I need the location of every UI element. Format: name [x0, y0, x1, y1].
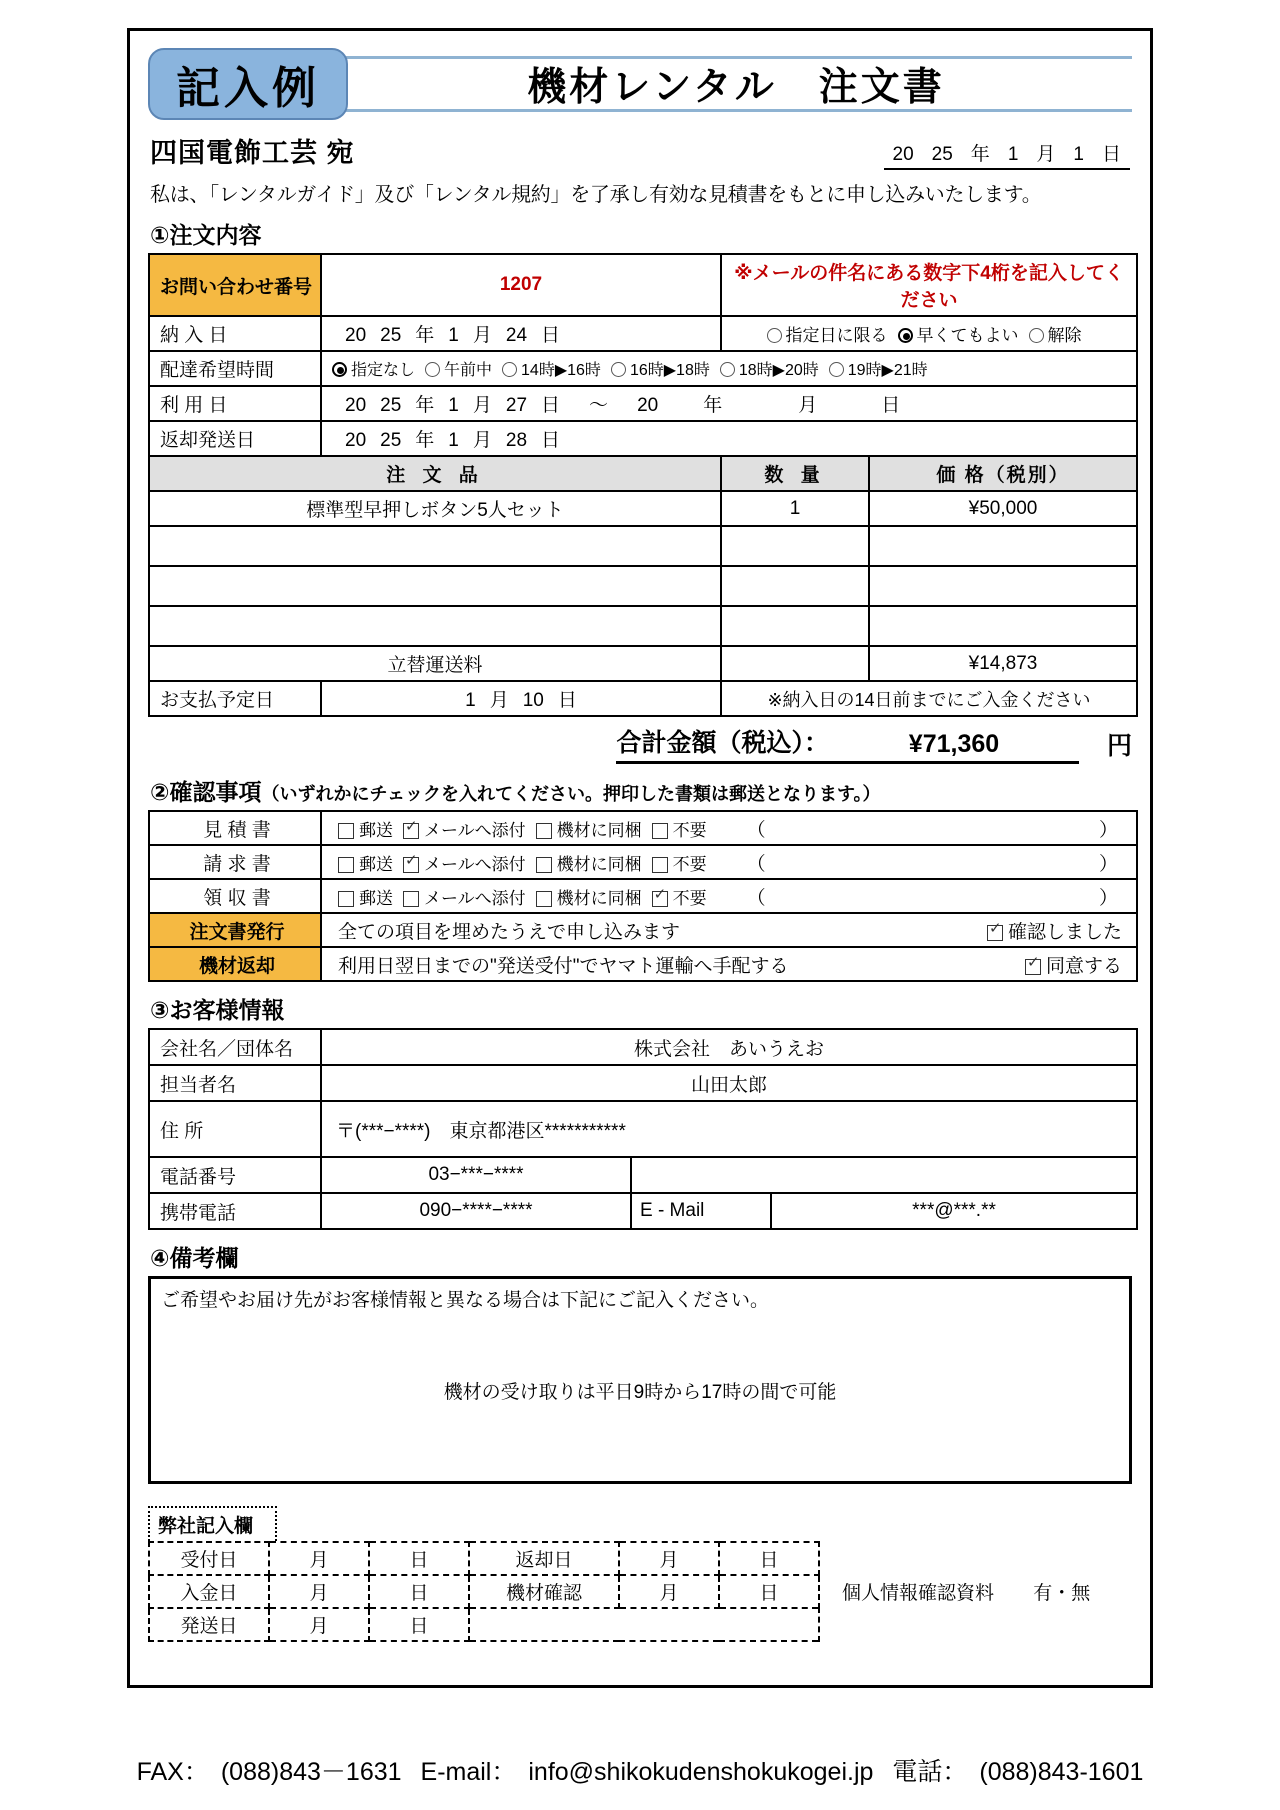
- ud-du: 日: [541, 395, 561, 416]
- item-name-2[interactable]: [149, 566, 721, 606]
- total-label: 合計金額（税込）：: [616, 729, 829, 757]
- privacy-cell: [819, 1542, 1137, 1641]
- return-date-value[interactable]: [321, 421, 1137, 456]
- delivery-time-row: [149, 351, 1137, 386]
- total-unit: 円: [1106, 732, 1132, 760]
- int-label-2-1: 発送日: [149, 1608, 269, 1641]
- date-day: 1: [1073, 144, 1084, 165]
- delivery-time-label: 配達希望時間: [149, 351, 321, 386]
- table-row: [149, 1157, 1137, 1193]
- pd-du: 日: [557, 690, 577, 711]
- date-month: 1: [1007, 144, 1019, 165]
- tel-label: 電話：: [892, 1758, 968, 1786]
- doc0-opt-0[interactable]: 郵送: [338, 816, 393, 841]
- checkbox-icon: [536, 857, 552, 873]
- inquiry-label: お問い合わせ番号: [149, 254, 321, 316]
- order-content-table: [148, 253, 1138, 457]
- table-row: [149, 491, 1137, 526]
- delivery-date-options: [721, 316, 1137, 351]
- int-day-2-1[interactable]: 日: [369, 1608, 469, 1641]
- doc0-paren-close: ）: [1098, 819, 1118, 841]
- example-badge: 記入例: [148, 48, 348, 120]
- radio-icon: [425, 362, 440, 377]
- equipment-return-confirm[interactable]: ✓ 同意する: [1025, 951, 1122, 978]
- contact-label: 担当者名: [149, 1065, 321, 1101]
- order-issue-text: 全ての項目を埋めたうえで申し込みます: [338, 921, 681, 943]
- table-row: [149, 811, 1137, 845]
- total-inner: [616, 723, 1079, 764]
- int-day-0-1[interactable]: 日: [369, 1542, 469, 1575]
- checkbox-icon: [536, 891, 552, 907]
- doc2-opt-0[interactable]: 郵送: [338, 884, 393, 909]
- dd-mu: 月: [472, 325, 492, 346]
- time-option-1[interactable]: 午前中: [425, 357, 492, 380]
- equipment-return-text: 利用日翌日までの"発送受付"でヤマト運輸へ手配する: [338, 955, 789, 977]
- radio-icon: [332, 362, 347, 377]
- time-option-2[interactable]: 14時▶16時: [502, 357, 601, 380]
- doc1-paren-close: ）: [1098, 853, 1118, 875]
- int-day-1-1[interactable]: 日: [369, 1575, 469, 1608]
- checkbox-icon: [536, 823, 552, 839]
- lead-statement: 私は、「レンタルガイド」及び「レンタル規約」を了承し有効な見積書をもとに申し込みいたします。: [150, 184, 1042, 206]
- remarks-box[interactable]: [148, 1276, 1132, 1484]
- doc1-paren-open: （: [746, 853, 766, 875]
- internal-tag: 弊社記入欄: [148, 1506, 277, 1541]
- ud-mu: 月: [472, 395, 492, 416]
- checkbox-icon: [338, 823, 354, 839]
- total-amount-line: [148, 723, 1132, 764]
- radio-icon: [898, 328, 913, 343]
- doc2-opt-3[interactable]: ✓ 不要: [652, 884, 707, 909]
- shipping-row: [149, 646, 1137, 681]
- checkbox-icon: [338, 891, 354, 907]
- customer-info-table: [148, 1028, 1138, 1230]
- email-value[interactable]: ***@***.**: [771, 1193, 1137, 1229]
- radio-icon: [720, 362, 735, 377]
- payment-date-label: お支払予定日: [149, 681, 321, 716]
- confirmation-table: [148, 810, 1138, 982]
- doc-options-0: [321, 811, 1137, 845]
- dd-yu: 年: [415, 325, 435, 346]
- pd-dd: 10: [522, 690, 544, 711]
- delivery-option-1[interactable]: 早くてもよい: [898, 321, 1019, 346]
- dd-dd: 24: [505, 325, 528, 346]
- delivery-time-options: [321, 351, 1137, 386]
- date-day-unit: 日: [1101, 144, 1121, 165]
- dd-yy: 25: [380, 325, 402, 346]
- address-value[interactable]: 〒(***−****) 東京都港区***********: [321, 1101, 1137, 1157]
- time-option-3[interactable]: 16時▶18時: [611, 357, 710, 380]
- int-blank-2: [469, 1608, 819, 1641]
- order-issue-cell: [321, 913, 1137, 947]
- table-row: [149, 1029, 1137, 1065]
- ud-era: 20: [345, 395, 367, 416]
- email-label: E - Mail: [631, 1193, 771, 1229]
- table-row: [149, 1542, 1137, 1575]
- order-issue-label: 注文書発行: [149, 913, 321, 947]
- time-option-4[interactable]: 18時▶20時: [720, 357, 819, 380]
- use-date-value[interactable]: [321, 386, 1137, 421]
- ud-yu: 年: [415, 395, 435, 416]
- tel-label: 電話番号: [149, 1157, 321, 1193]
- items-header-row: [149, 456, 1137, 491]
- email-label: E-mail：: [420, 1758, 517, 1786]
- checkbox-icon: [652, 891, 668, 907]
- fax-number: (088)843－1631: [220, 1758, 402, 1786]
- document-date: [884, 139, 1130, 170]
- item-price-3[interactable]: [869, 606, 1137, 646]
- date-era: 20: [892, 144, 914, 165]
- delivery-option-2[interactable]: 解除: [1029, 321, 1082, 346]
- int-label-1-1: 入金日: [149, 1575, 269, 1608]
- doc2-opt-2[interactable]: 機材に同梱: [536, 884, 642, 909]
- doc2-opt-1[interactable]: メールへ添付: [403, 884, 526, 909]
- ud-mm: 1: [448, 395, 459, 416]
- radio-icon: [502, 362, 517, 377]
- ud-tilde: ～: [589, 395, 609, 416]
- table-row: [149, 1193, 1137, 1229]
- rd-yu: 年: [415, 430, 435, 451]
- items-col-name: 注 文 品: [149, 456, 721, 491]
- section2-heading-sub: （いずれかにチェックを入れてください。押印した書類は郵送となります。）: [261, 784, 881, 804]
- rd-du: 日: [541, 430, 561, 451]
- shipping-price[interactable]: ¥14,873: [869, 646, 1137, 681]
- footer-contact: [0, 1752, 1280, 1788]
- checkbox-icon: [403, 823, 419, 839]
- doc0-paren-open: （: [746, 819, 766, 841]
- return-date-label: 返却発送日: [149, 421, 321, 456]
- equipment-return-row: [149, 947, 1137, 981]
- use-date-label: 利 用 日: [149, 386, 321, 421]
- equipment-return-label: 機材返却: [149, 947, 321, 981]
- company-value[interactable]: 株式会社 あいうえお: [321, 1029, 1137, 1065]
- rd-era: 20: [345, 430, 367, 451]
- contact-value[interactable]: 山田太郎: [321, 1065, 1137, 1101]
- rd-mm: 1: [448, 430, 459, 451]
- tel-spacer: [631, 1157, 1137, 1193]
- doc0-opt-3[interactable]: 不要: [652, 816, 707, 841]
- doc-options-2: [321, 879, 1137, 913]
- internal-section: [148, 1506, 1132, 1642]
- pd-mm: 1: [465, 690, 476, 711]
- int-label-0-1: 受付日: [149, 1542, 269, 1575]
- int-month-2-1[interactable]: 月: [269, 1608, 369, 1641]
- delivery-date-label: 納 入 日: [149, 316, 321, 351]
- doc2-paren-open: （: [746, 887, 766, 909]
- table-row: [149, 1101, 1137, 1157]
- dd-du: 日: [541, 325, 561, 346]
- item-name-0[interactable]: 標準型早押しボタン5人セット: [149, 491, 721, 526]
- doc0-opt-2[interactable]: 機材に同梱: [536, 816, 642, 841]
- table-row: [149, 606, 1137, 646]
- item-qty-0[interactable]: 1: [721, 491, 869, 526]
- doc1-opt-3[interactable]: 不要: [652, 850, 707, 875]
- shipping-label: 立替運送料: [149, 646, 721, 681]
- mobile-value[interactable]: 090−****−****: [321, 1193, 631, 1229]
- payment-date-row: [149, 681, 1137, 716]
- section2-heading: [150, 774, 1132, 807]
- table-row: [149, 526, 1137, 566]
- delivery-option-0[interactable]: 指定日に限る: [767, 321, 888, 346]
- checkbox-icon: [652, 823, 668, 839]
- item-price-0[interactable]: ¥50,000: [869, 491, 1137, 526]
- int-label-0-2: 返却日: [469, 1542, 619, 1575]
- section1-heading: ①注文内容: [150, 222, 262, 248]
- inquiry-note: ※メールの件名にある数字下4桁を記入してください: [721, 254, 1137, 316]
- doc-label-1: 請 求 書: [149, 845, 321, 879]
- form-sheet: [127, 28, 1153, 1688]
- addressee-row: [150, 131, 1130, 170]
- item-qty-2[interactable]: [721, 566, 869, 606]
- use-date-row: [149, 386, 1137, 421]
- doc-label-2: 領 収 書: [149, 879, 321, 913]
- shipping-qty[interactable]: [721, 646, 869, 681]
- remarks-instruction: ご希望やお届け先がお客様情報と異なる場合は下記にご記入ください。: [161, 1290, 770, 1311]
- payment-date-table: [148, 680, 1138, 717]
- order-issue-row: [149, 913, 1137, 947]
- doc0-opt-1[interactable]: ✓ メールへ添付: [403, 816, 526, 841]
- date-year-unit: 年: [970, 144, 990, 165]
- doc1-opt-0[interactable]: 郵送: [338, 850, 393, 875]
- table-row: [149, 879, 1137, 913]
- table-row: [149, 566, 1137, 606]
- remarks-note: 機材の受け取りは平日9時から17時の間で可能: [443, 1382, 837, 1403]
- item-name-1[interactable]: [149, 526, 721, 566]
- dd-mm: 1: [448, 325, 459, 346]
- delivery-date-value[interactable]: [321, 316, 721, 351]
- radio-icon: [1029, 328, 1044, 343]
- radio-icon: [767, 328, 782, 343]
- items-col-price: 価 格（税別）: [869, 456, 1137, 491]
- privacy-label: 個人情報確認資料: [842, 1583, 995, 1604]
- time-option-5[interactable]: 19時▶21時: [829, 357, 928, 380]
- rd-mu: 月: [472, 430, 492, 451]
- dd-era: 20: [345, 325, 367, 346]
- internal-table: [148, 1541, 1137, 1642]
- time-option-0[interactable]: 指定なし: [332, 357, 415, 380]
- pd-mu: 月: [489, 690, 509, 711]
- addressee: 四国電飾工芸 宛: [150, 138, 355, 168]
- int-month-1-1[interactable]: 月: [269, 1575, 369, 1608]
- int-label-1-2: 機材確認: [469, 1575, 619, 1608]
- order-items-table: [148, 455, 1138, 682]
- checkbox-icon: [338, 857, 354, 873]
- checkbox-icon: [1025, 959, 1041, 975]
- table-row: [149, 1065, 1137, 1101]
- ud2-du: 日: [881, 395, 901, 416]
- int-day-0-2[interactable]: 日: [719, 1542, 819, 1575]
- int-month-1-2[interactable]: 月: [619, 1575, 719, 1608]
- ud2-mu: 月: [798, 395, 818, 416]
- section3-heading: ③お客様情報: [150, 997, 285, 1023]
- total-value[interactable]: ¥71,360: [908, 730, 1000, 758]
- section2-heading-main: ②確認事項: [150, 779, 262, 805]
- radio-icon: [611, 362, 626, 377]
- checkbox-icon: [403, 857, 419, 873]
- date-month-unit: 月: [1036, 144, 1056, 165]
- return-date-row: [149, 421, 1137, 456]
- doc-options-1: [321, 845, 1137, 879]
- order-issue-confirm[interactable]: ✓ 確認しました: [987, 917, 1122, 944]
- email-address: info@shikokudenshokukogei.jp: [528, 1758, 874, 1786]
- page-title: 機材レンタル 注文書: [340, 56, 1132, 112]
- tel-value[interactable]: 03−***−****: [321, 1157, 631, 1193]
- ud2-yu: 年: [703, 395, 723, 416]
- privacy-value[interactable]: 有・無: [1033, 1583, 1091, 1604]
- inquiry-row: [149, 254, 1137, 316]
- checkbox-icon: [403, 891, 419, 907]
- payment-date-value[interactable]: [321, 681, 721, 716]
- date-year: 25: [931, 144, 953, 165]
- tel-number: (088)843-1601: [979, 1758, 1144, 1786]
- address-label: 住 所: [149, 1101, 321, 1157]
- inquiry-value[interactable]: 1207: [321, 254, 721, 316]
- doc1-opt-1[interactable]: ✓ メールへ添付: [403, 850, 526, 875]
- doc-label-0: 見 積 書: [149, 811, 321, 845]
- rd-dd: 28: [505, 430, 528, 451]
- doc2-paren-close: ）: [1098, 887, 1118, 909]
- checkbox-icon: [987, 925, 1003, 941]
- item-price-1[interactable]: [869, 526, 1137, 566]
- item-qty-3[interactable]: [721, 606, 869, 646]
- doc1-opt-2[interactable]: 機材に同梱: [536, 850, 642, 875]
- int-month-0-2[interactable]: 月: [619, 1542, 719, 1575]
- item-price-2[interactable]: [869, 566, 1137, 606]
- delivery-date-row: [149, 316, 1137, 351]
- ud-yy: 25: [380, 395, 402, 416]
- table-row: [149, 845, 1137, 879]
- ud2-era: 20: [637, 395, 659, 416]
- radio-icon: [829, 362, 844, 377]
- item-qty-1[interactable]: [721, 526, 869, 566]
- checkbox-icon: [652, 857, 668, 873]
- int-day-1-2[interactable]: 日: [719, 1575, 819, 1608]
- mobile-label: 携帯電話: [149, 1193, 321, 1229]
- int-month-0-1[interactable]: 月: [269, 1542, 369, 1575]
- section4-heading: ④備考欄: [150, 1245, 239, 1271]
- payment-date-note: ※納入日の14日前までにご入金ください: [721, 681, 1137, 716]
- fax-label: FAX：: [136, 1758, 209, 1786]
- rd-yy: 25: [380, 430, 402, 451]
- item-name-3[interactable]: [149, 606, 721, 646]
- ud-dd: 27: [505, 395, 528, 416]
- document-header: [148, 45, 1132, 123]
- company-label: 会社名／団体名: [149, 1029, 321, 1065]
- equipment-return-cell: [321, 947, 1137, 981]
- items-col-qty: 数 量: [721, 456, 869, 491]
